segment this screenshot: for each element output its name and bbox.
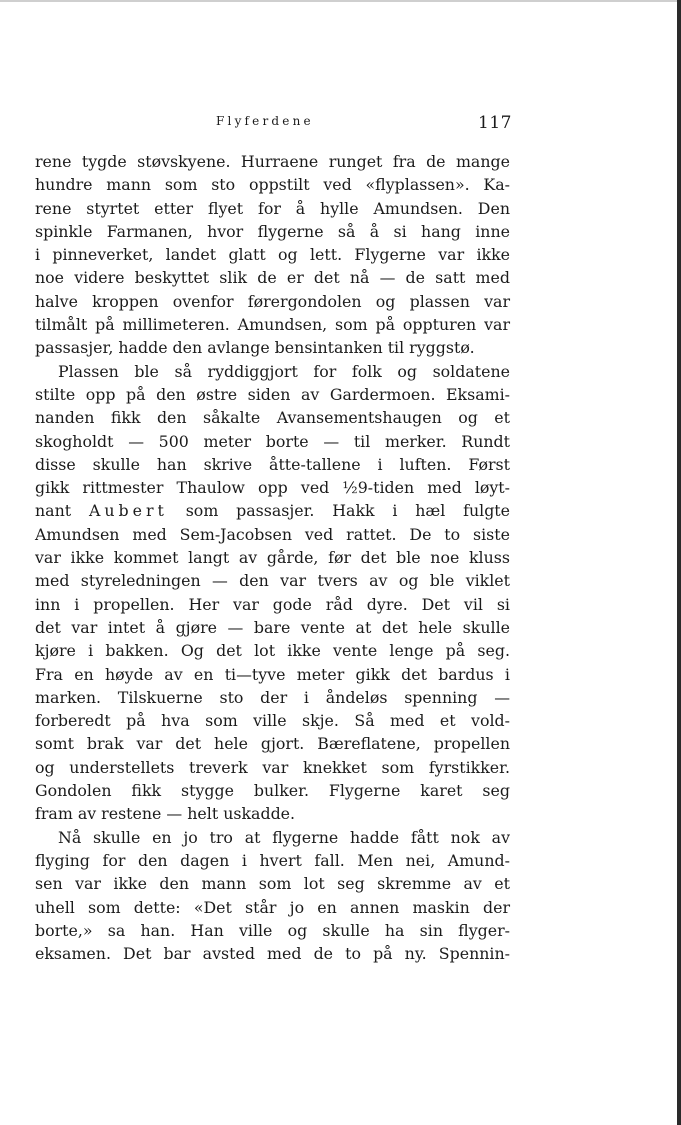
text-line: uhell som dette: «Det står jo en annen maskin der xyxy=(35,897,510,917)
text-line: skogholdt — 500 meter borte — til merker. Rundt xyxy=(35,431,510,451)
text-fragment: nant xyxy=(35,501,72,521)
text-line: rene styrtet etter flyet for å hylle Amundsen. Den xyxy=(35,198,510,218)
text-line: spinkle Farmanen, hvor flygerne så å si hang inne xyxy=(35,221,510,241)
page-right-edge xyxy=(677,0,681,1125)
text-line: sen var ikke den mann som lot seg skremme av et xyxy=(35,874,510,894)
text-line: stilte opp på den østre siden av Gardermoen. Eksami- xyxy=(35,384,510,404)
text-line: i pinneverket, landet glatt og lett. Flygerne var ikke xyxy=(35,245,510,265)
text-line: passasjer, hadde den avlange bensintanken til ryggstø. xyxy=(35,338,475,358)
text-line: Plassen ble så ryddiggjort for folk og soldatene xyxy=(58,361,510,381)
text-line: nanden fikk den såkalte Avansementshaugen og et xyxy=(35,408,510,428)
text-line: hundre mann som sto oppstilt ved «flyplassen». Ka- xyxy=(35,175,510,195)
text-line: Fra en høyde av en ti—tyve meter gikk det bardus i xyxy=(35,664,510,684)
text-line: noe videre beskyttet slik de er det nå — de satt med xyxy=(35,268,510,288)
text-line: inn i propellen. Her var gode råd dyre. Det vil si xyxy=(35,594,510,614)
text-line: tilmålt på millimeteren. Amundsen, som på oppturen var xyxy=(35,315,510,335)
text-line: somt brak var det hele gjort. Bæreflatene, propellen xyxy=(35,734,510,754)
text-line: disse skulle han skrive åtte-tallene i luften. Først xyxy=(35,454,510,474)
body-text xyxy=(35,150,510,965)
text-line: med styreledningen — den var tvers av og ble viklet xyxy=(35,571,510,591)
text-line: forberedt på hva som ville skje. Så med et vold- xyxy=(35,711,510,731)
running-title: Flyferdene xyxy=(216,114,314,128)
page-header xyxy=(0,114,681,140)
text-line: og understellets treverk var knekket som fyrstikker. xyxy=(35,757,510,777)
text-line: det var intet å gjøre — bare vente at det hele skulle xyxy=(35,617,510,637)
text-line: gikk rittmester Thaulow opp ved ½9-tiden med løyt- xyxy=(35,478,510,498)
text-line: Gondolen fikk stygge bulker. Flygerne karet seg xyxy=(35,781,510,801)
text-line: halve kroppen ovenfor førergondolen og plassen var xyxy=(35,291,510,311)
text-line: marken. Tilskuerne sto der i åndeløs spenning — xyxy=(35,687,510,707)
text-line: fram av restene — helt uskadde. xyxy=(35,804,296,824)
text-line: eksamen. Det bar avsted med de to på ny. Spennin- xyxy=(35,944,510,964)
text-line: Amundsen med Sem-Jacobsen ved rattet. De to siste xyxy=(35,524,510,544)
page-top-edge xyxy=(0,0,681,2)
text-line: kjøre i bakken. Og det lot ikke vente lenge på seg. xyxy=(35,641,510,661)
spaced-name-aubert: Aubert xyxy=(88,501,168,521)
text-line: Nå skulle en jo tro at flygerne hadde fått nok av xyxy=(58,827,510,847)
text-line: flyging for den dagen i hvert fall. Men nei, Amund- xyxy=(35,850,510,870)
text-line: var ikke kommet langt av gårde, før det ble noe kluss xyxy=(35,548,510,568)
page-number: 117 xyxy=(478,113,512,133)
text-line: rene tygde støvskyene. Hurraene runget fra de mange xyxy=(35,152,510,171)
text-line: borte,» sa han. Han ville og skulle ha sin flyger- xyxy=(35,920,510,940)
text-fragment: som passasjer. Hakk i hæl fulgte xyxy=(185,501,510,521)
text-line-composite xyxy=(35,499,510,522)
